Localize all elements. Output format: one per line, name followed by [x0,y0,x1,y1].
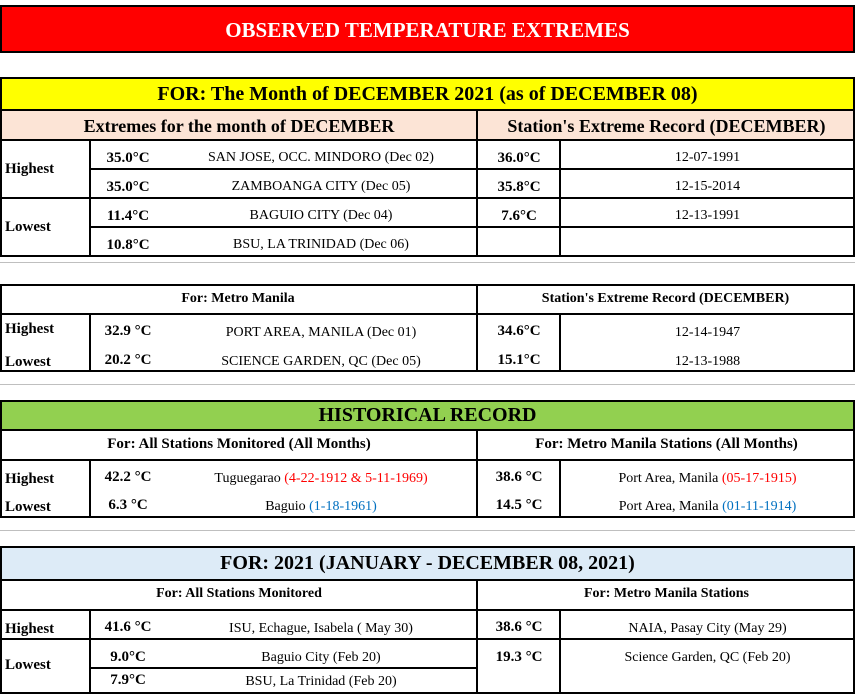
grid-line [0,546,855,548]
grid-line [0,284,2,372]
mm-station-name: Science Garden, QC (Feb 20) [624,650,791,665]
station-name: PORT AREA, MANILA (Dec 01) [225,325,417,340]
mm-temp-value: 19.3 °C [495,649,543,665]
mm-temp-value: 38.6 °C [495,469,543,485]
temp-value: 20.2 °C [104,352,152,368]
grid-line [90,667,476,669]
grid-line [0,459,855,461]
station-cell [166,472,476,486]
record-date: 12-13-1988 [674,354,741,369]
station-name: Baguio City (Feb 20) [261,650,381,665]
station-name: Baguio [265,499,310,514]
grid-line [0,516,855,518]
temp-value: 32.9 °C [104,323,152,339]
temp-value: 10.8°C [106,237,150,253]
grid-line [476,109,478,257]
station-name: SCIENCE GARDEN, QC (Dec 05) [221,354,421,369]
grid-line [559,609,561,694]
grid-line [0,546,2,694]
mm-temp-value: 14.5 °C [495,497,543,513]
station-name: SAN JOSE, OCC. MINDORO (Dec 02) [208,150,434,165]
grid-line [559,459,561,518]
month-banner-text: FOR: The Month of DECEMBER 2021 (as of DECEMBER 08) [157,83,698,105]
station-name: Tuguegarao [214,471,285,486]
record-temp: 35.8°C [497,179,541,195]
grid-line [0,638,855,640]
grid-line [0,313,855,315]
mm-station-cell [560,500,855,514]
grid-line [0,530,855,531]
station-cell [166,500,476,514]
year-banner-text: FOR: 2021 (JANUARY - DECEMBER 08, 2021) [220,552,635,574]
record-date: 12-07-1991 [674,150,741,165]
temp-value: 35.0°C [106,150,150,166]
grid-line [0,139,855,141]
grid-line [0,579,855,581]
mm-temp-value: 38.6 °C [495,619,543,635]
grid-line [0,51,855,53]
metro-right-header: Station's Extreme Record (DECEMBER) [541,291,790,306]
grid-line [89,459,91,518]
historical-right-header: For: Metro Manila Stations (All Months) [535,436,798,452]
grid-line [0,370,855,372]
historical-banner-text: HISTORICAL RECORD [318,404,537,426]
row-label-lowest: Lowest [5,354,51,370]
grid-line [0,255,855,257]
grid-line [0,5,855,7]
grid-line [90,226,855,228]
mm-record-date: (01-11-1914) [722,499,797,514]
row-label-lowest: Lowest [5,657,51,673]
mm-station-cell [560,472,855,486]
row-label-highest: Highest [5,471,55,487]
mm-station-name: NAIA, Pasay City (May 29) [628,621,787,636]
grid-line [0,197,855,199]
grid-line [89,313,91,372]
station-name: BAGUIO CITY (Dec 04) [249,208,393,223]
grid-line [476,579,478,694]
grid-line [0,429,855,431]
temp-value: 11.4°C [106,208,150,224]
historical-left-header: For: All Stations Monitored (All Months) [107,436,371,452]
mm-station-name: Port Area, Manila [618,499,723,514]
grid-line [559,139,561,257]
grid-line [89,139,91,257]
grid-line [0,77,2,257]
grid-line [0,109,855,111]
row-label-highest: Highest [5,321,55,337]
station-name: BSU, La Trinidad (Feb 20) [245,674,397,689]
record-dates: (4-22-1912 & 5-11-1969) [284,471,428,486]
temp-value: 41.6 °C [104,619,152,635]
grid-line [0,400,855,402]
grid-line [0,400,2,518]
row-label-lowest: Lowest [5,219,51,235]
grid-line [476,429,478,518]
metro-left-header: For: Metro Manila [181,291,295,306]
mm-station-name: Port Area, Manila [618,471,722,486]
extremes-right-header: Station's Extreme Record (DECEMBER) [507,116,826,136]
grid-line [89,609,91,694]
station-name: ZAMBOANGA CITY (Dec 05) [231,179,411,194]
record-date: 12-15-2014 [674,179,741,194]
record-dates: (1-18-1961) [309,499,377,514]
row-label-highest: Highest [5,161,55,177]
grid-line [0,609,855,611]
station-name: ISU, Echague, Isabela ( May 30) [229,621,413,636]
mm-record-date: (05-17-1915) [721,471,797,486]
grid-line [90,168,855,170]
year-right-header: For: Metro Manila Stations [584,586,749,601]
grid-line [0,262,855,263]
temp-value: 9.0°C [110,649,146,665]
year-left-header: For: All Stations Monitored [156,586,322,601]
record-temp: 36.0°C [497,150,541,166]
temp-value: 6.3 °C [108,497,148,513]
grid-line [0,5,2,53]
grid-line [476,284,478,372]
station-name: BSU, LA TRINIDAD (Dec 06) [233,237,409,252]
row-label-lowest: Lowest [5,499,51,515]
record-temp: 7.6°C [501,208,537,224]
grid-line [0,77,855,79]
record-temp: 15.1°C [497,352,541,368]
record-date: 12-13-1991 [674,208,741,223]
grid-line [559,313,561,372]
record-date: 12-14-1947 [674,325,741,340]
row-label-highest: Highest [5,621,55,637]
temp-value: 42.2 °C [104,469,152,485]
grid-line [0,384,855,385]
page-title: OBSERVED TEMPERATURE EXTREMES [225,18,630,42]
record-temp: 34.6°C [497,323,541,339]
grid-line [0,284,855,286]
temp-value: 35.0°C [106,179,150,195]
extremes-left-header: Extremes for the month of DECEMBER [83,116,395,136]
temp-value: 7.9°C [110,672,146,688]
